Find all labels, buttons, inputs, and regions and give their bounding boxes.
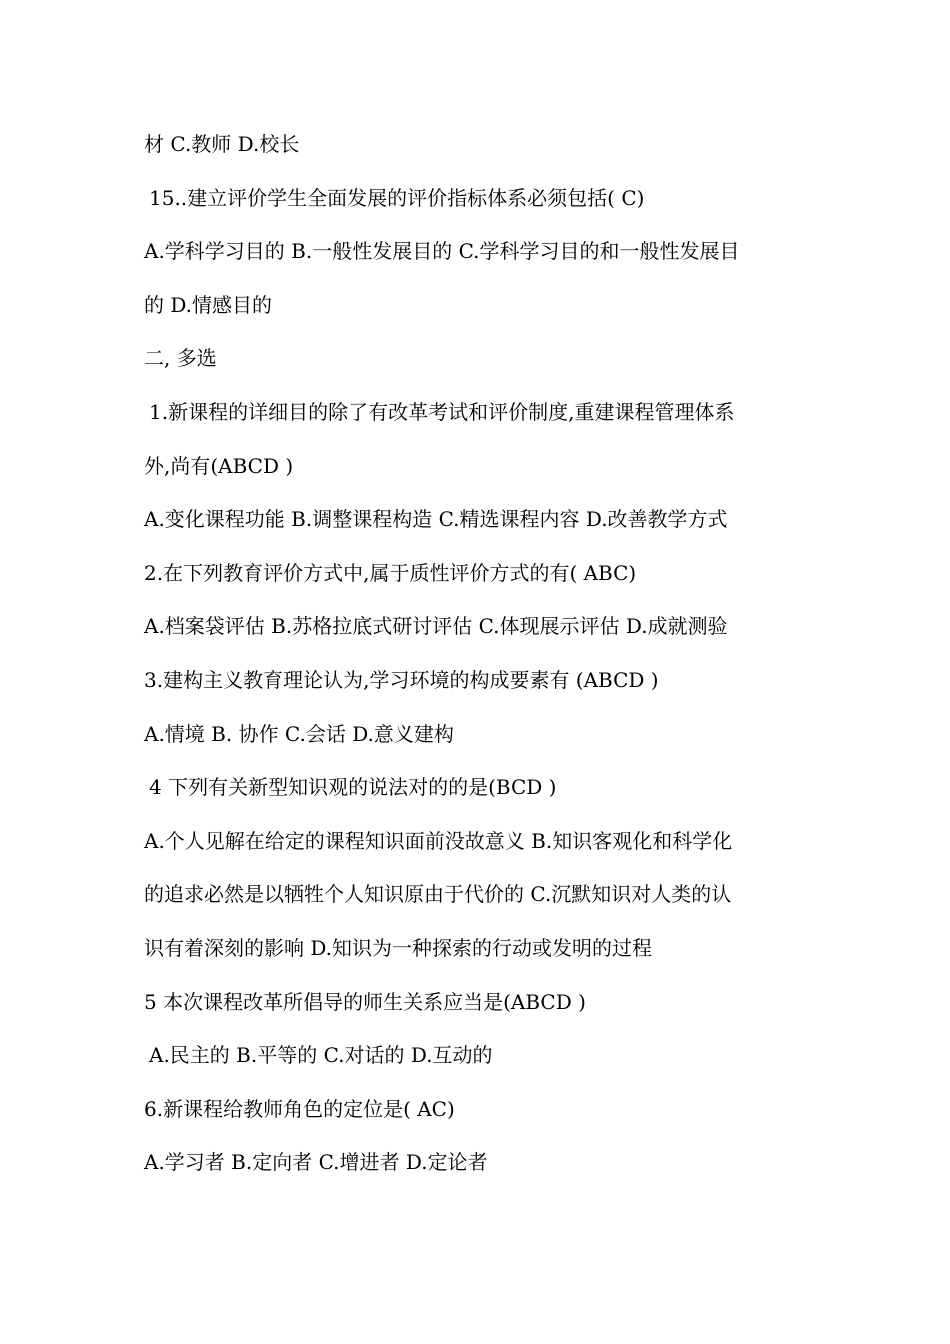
options-4-line-3: 识有着深刻的影响 D.知识为一种探索的行动或发明的过程 <box>144 935 653 960</box>
question-6: 6.新课程给教师角色的定位是( AC) <box>144 1096 455 1121</box>
question-2: 2.在下列教育评价方式中,属于质性评价方式的有( ABC) <box>144 560 637 585</box>
options-4-line-2: 的追求必然是以牺牲个人知识原由于代价的 C.沉默知识对人类的认 <box>144 882 732 907</box>
question-1-line-1: 1.新课程的详细目的除了有改革考试和评价制度,重建课程管理体系 <box>149 399 735 424</box>
question-5: 5 本次课程改革所倡导的师生关系应当是(ABCD ) <box>144 989 586 1014</box>
section-heading-multiple-choice: 二, 多选 <box>144 346 217 371</box>
question-15: 15..建立评价学生全面发展的评价指标体系必须包括( C) <box>149 185 645 210</box>
options-15-line-2: 的 D.情感目的 <box>144 292 273 317</box>
options-3: A.情境 B. 协作 C.会话 D.意义建构 <box>144 721 454 746</box>
options-4-line-1: A.个人见解在给定的课程知识面前没故意义 B.知识客观化和科学化 <box>144 828 733 853</box>
question-1-line-2: 外,尚有(ABCD ) <box>144 453 294 478</box>
options-5: A.民主的 B.平等的 C.对话的 D.互动的 <box>149 1043 493 1068</box>
text-line: 材 C.教师 D.校长 <box>144 132 300 156</box>
question-4: 4 下列有关新型知识观的说法对的的是(BCD ) <box>149 775 557 800</box>
document-body <box>144 118 824 1190</box>
question-3: 3.建构主义教育理论认为,学习环境的构成要素有 (ABCD ) <box>144 667 659 692</box>
options-6: A.学习者 B.定向者 C.增进者 D.定论者 <box>144 1150 488 1175</box>
options-2: A.档案袋评估 B.苏格拉底式研讨评估 C.体现展示评估 D.成就测验 <box>144 614 728 639</box>
options-15-line-1: A.学科学习目的 B.一般性发展目的 C.学科学习目的和一般性发展目 <box>144 239 740 264</box>
options-1: A.变化课程功能 B.调整课程构造 C.精选课程内容 D.改善教学方式 <box>144 507 728 532</box>
